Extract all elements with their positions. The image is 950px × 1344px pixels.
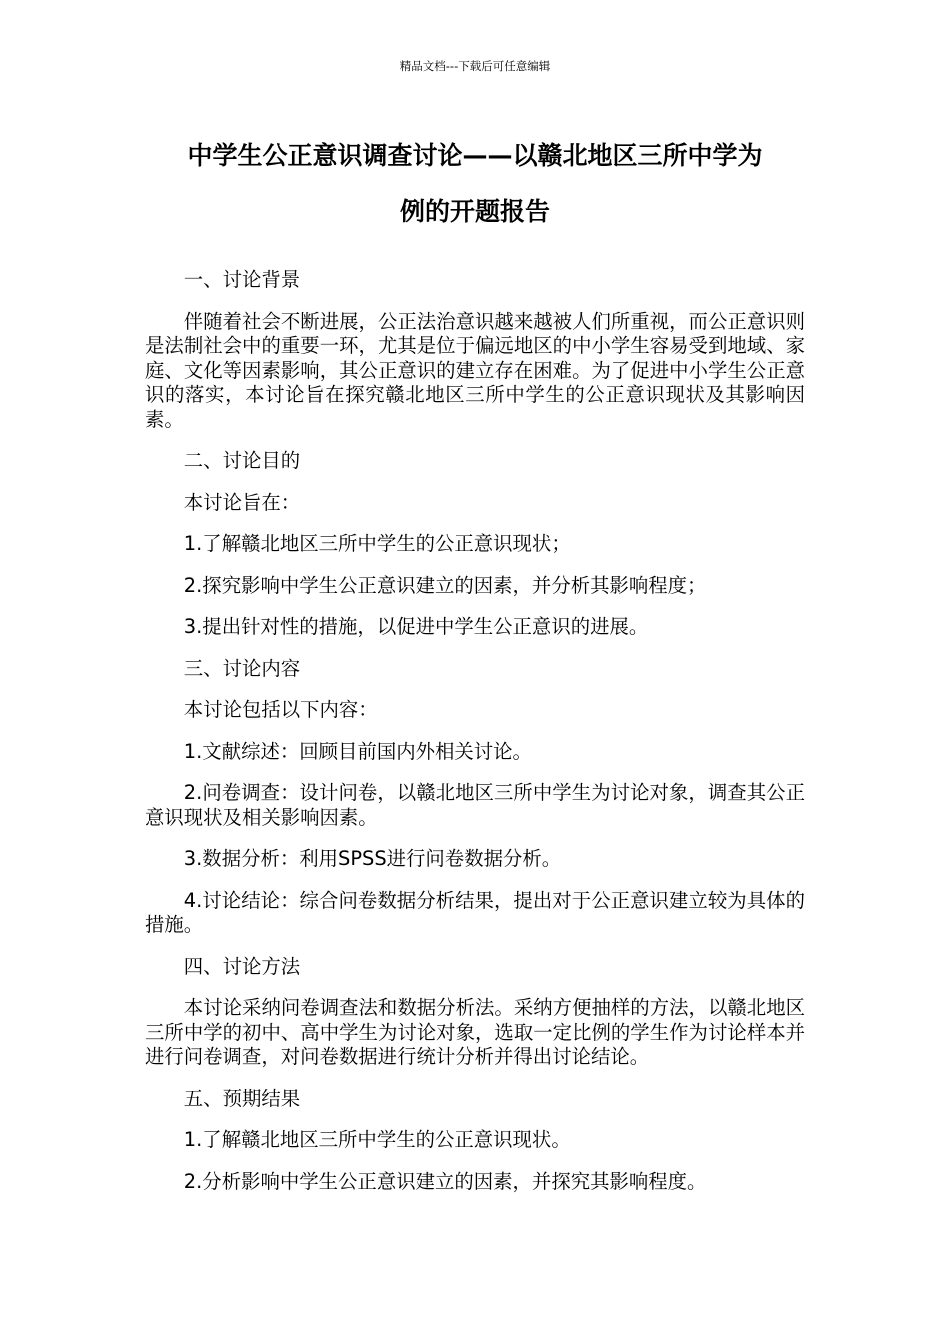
purpose-intro: 本讨论旨在： — [183, 490, 301, 514]
document-title-line-1: 中学生公正意识调查讨论——以赣北地区三所中学为 — [187, 141, 763, 170]
purpose-item: 3.提出针对性的措施，以促进中学生公正意识的进展。 — [183, 615, 649, 638]
content-item: 1.文献综述：回顾目前国内外相关讨论。 — [183, 739, 532, 763]
section-heading-background: 一、讨论背景 — [183, 268, 301, 291]
document-body — [145, 268, 805, 1211]
purpose-item: 1.了解赣北地区三所中学生的公正意识现状； — [183, 532, 571, 555]
content-intro: 本讨论包括以下内容： — [183, 698, 378, 721]
document-title-line-2: 例的开题报告 — [399, 197, 550, 226]
section-heading-purpose: 二、讨论目的 — [183, 449, 301, 472]
section-heading-content: 三、讨论内容 — [183, 656, 301, 680]
purpose-item: 2.探究影响中学生公正意识建立的因素，并分析其影响程度； — [183, 573, 707, 597]
section-heading-method: 四、讨论方法 — [183, 954, 301, 978]
background-paragraph: 伴随着社会不断进展，公正法治意识越来越被人们所重视，而公正意识则是法制社会中的重要一环，尤其是位于偏远地区的中小学生容易受到地域、家庭、文化等因素影响，其公正意识的建立存在困难。为了促进中小学生公正意识的落实，本讨论旨在探究赣北地区三所中学生的公正意识现状及其影响因素。 — [145, 309, 805, 431]
method-paragraph: 本讨论采纳问卷调查法和数据分析法。采纳方便抽样的方法，以赣北地区三所中学的初中、高中学生为讨论对象，选取一定比例的学生作为讨论样本并进行问卷调查，对问卷数据进行统计分析并得出讨论结论。 — [145, 996, 805, 1068]
content-item: 2.问卷调查：设计问卷，以赣北地区三所中学生为讨论对象，调查其公正意识现状及相关影响因素。 — [145, 781, 805, 829]
results-item: 1.了解赣北地区三所中学生的公正意识现状。 — [183, 1128, 571, 1151]
content-item: 4.讨论结论：综合问卷数据分析结果，提出对于公正意识建立较为具体的措施。 — [145, 888, 805, 936]
header-note: 精品文档---下载后可任意编辑 — [399, 59, 551, 73]
content-item: 3.数据分析：利用SPSS进行问卷数据分析。 — [183, 847, 562, 870]
results-item: 2.分析影响中学生公正意识建立的因素，并探究其影响程度。 — [183, 1169, 707, 1193]
section-heading-results: 五、预期结果 — [183, 1086, 301, 1110]
